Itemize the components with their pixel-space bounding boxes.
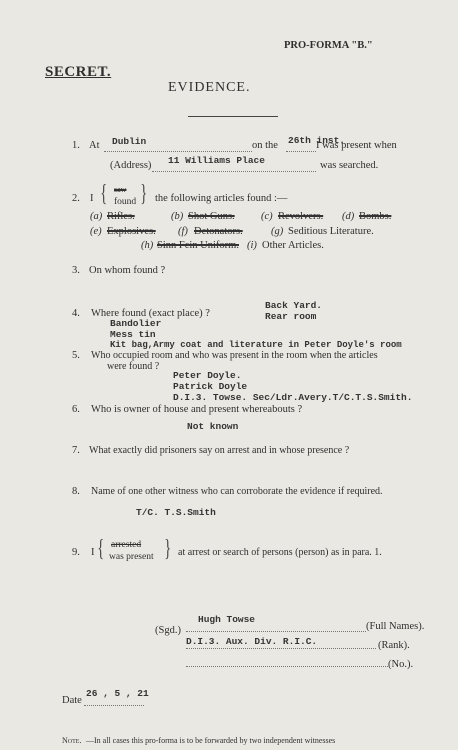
- q1-searched-text: was searched.: [320, 160, 379, 171]
- q5-answer-line3: D.I.3. Towse. Sec/Ldr.Avery.T/C.T.S.Smith.: [173, 392, 413, 403]
- date-line: [84, 705, 144, 706]
- q5-answer-line1: Peter Doyle.: [173, 370, 242, 381]
- signature-no-label: (No.).: [388, 659, 414, 670]
- q2-item-f-text: Detonators.: [194, 226, 243, 237]
- q2-item-g-letter: (g): [271, 226, 284, 237]
- q2-item-d-text: Bombs.: [359, 211, 392, 222]
- q2-item-e-letter: (e): [90, 226, 102, 237]
- q4-number: 4.: [72, 308, 80, 319]
- q7-number: 7.: [72, 445, 80, 456]
- q9-right-brace: }: [164, 536, 172, 562]
- q8-number: 8.: [72, 486, 80, 497]
- q2-saw-option: saw: [114, 185, 127, 194]
- q2-item-f-letter: (f): [178, 226, 188, 237]
- q6-text: Who is owner of house and present whereabouts ?: [91, 404, 303, 415]
- q2-item-c-letter: (c): [261, 211, 273, 222]
- q1-number: 1.: [72, 140, 80, 151]
- q8-text: Name of one other witness who can corroborate the evidence if required.: [91, 486, 383, 497]
- q1-present-text: I was present when: [316, 140, 397, 151]
- q2-number: 2.: [72, 193, 80, 204]
- articles-line3: Kit bag,Army coat and literature in Peter Doyle's room: [110, 340, 402, 350]
- q5-number: 5.: [72, 350, 80, 361]
- q1-date-value: 26th inst.: [288, 135, 346, 146]
- q2-i-label: I: [90, 193, 94, 204]
- note-label: Note.: [62, 736, 82, 745]
- q3-number: 3.: [72, 265, 80, 276]
- q2-item-c-text: Revolvers.: [278, 211, 324, 222]
- date-value: 26 , 5 , 21: [86, 688, 149, 699]
- q2-item-b-text: Shot Guns.: [188, 211, 235, 222]
- secret-heading: SECRET.: [45, 64, 112, 80]
- q1-date-line: [286, 151, 316, 152]
- signature-rank-label: (Rank).: [378, 640, 410, 651]
- q2-item-g-text: Seditious Literature.: [288, 226, 374, 237]
- q2-found-option: found: [114, 197, 137, 207]
- articles-line2: Mess tin: [110, 329, 156, 340]
- q2-item-h-letter: (h): [141, 240, 154, 251]
- q6-number: 6.: [72, 404, 80, 415]
- q2-item-a-text: Rifles.: [107, 211, 135, 222]
- q6-answer: Not known: [187, 421, 239, 432]
- q2-item-b-letter: (b): [171, 211, 184, 222]
- signature-full-names-label: (Full Names).: [366, 621, 425, 632]
- q2-left-brace: {: [100, 181, 108, 207]
- q8-answer: T/C. T.S.Smith: [136, 507, 216, 518]
- q4-text: Where found (exact place) ?: [91, 308, 210, 319]
- q4-answer-line2: Rear room: [265, 311, 317, 322]
- signature-sgd-label: (Sgd.): [155, 625, 181, 636]
- q1-on-the-label: on the: [252, 140, 278, 151]
- q5-answer-line2: Patrick Doyle: [173, 381, 248, 392]
- q9-number: 9.: [72, 547, 80, 558]
- q1-at-label: At: [89, 140, 100, 151]
- q3-text: On whom found ?: [89, 265, 166, 276]
- q1-place-value: Dublin: [112, 136, 147, 147]
- q2-item-e-text: Explosives.: [107, 226, 156, 237]
- q2-right-brace: }: [140, 181, 148, 207]
- articles-line1: Bandolier: [110, 318, 162, 329]
- q1-address-line: [152, 171, 316, 172]
- note-text: —In all cases this pro-forma is to be forwarded by two independent witnesses: [86, 736, 336, 745]
- q1-address-value: 11 Williams Place: [168, 155, 265, 166]
- signature-rank-line: [186, 648, 376, 649]
- q1-address-label: (Address): [110, 160, 152, 171]
- q9-was-present-option: was present: [109, 552, 154, 562]
- q9-i-label: I: [91, 547, 95, 558]
- q9-arrested-option: arrested: [111, 540, 142, 550]
- q2-item-i-text: Other Articles.: [262, 240, 324, 251]
- q2-item-i-letter: (i): [247, 240, 257, 251]
- signature-name: Hugh Towse: [198, 614, 256, 625]
- signature-no-line: [186, 666, 388, 667]
- q4-answer-line1: Back Yard.: [265, 300, 323, 311]
- signature-rank-value: D.I.3. Aux. Div. R.I.C.: [186, 636, 318, 647]
- q2-item-a-letter: (a): [90, 211, 103, 222]
- q9-left-brace: {: [97, 536, 105, 562]
- title-rule: [188, 116, 278, 117]
- q2-item-d-letter: (d): [342, 211, 355, 222]
- date-label: Date: [62, 695, 82, 706]
- q7-text: What exactly did prisoners say on arrest and in whose presence ?: [89, 445, 350, 456]
- q5-text-line1: Who occupied room and who was present in the room when the articles: [91, 350, 378, 361]
- q1-place-line: [104, 151, 252, 152]
- signature-name-line: [186, 631, 366, 632]
- q9-text: at arrest or search of persons (person) as in para. 1.: [178, 547, 382, 558]
- q2-following-text: the following articles found :—: [155, 193, 288, 204]
- evidence-title: EVIDENCE.: [168, 80, 251, 95]
- proforma-label: PRO-FORMA "B.": [284, 40, 373, 51]
- q2-item-h-text: Sinn Fein Uniform.: [157, 240, 239, 251]
- q5-text-line2: were found ?: [107, 361, 160, 372]
